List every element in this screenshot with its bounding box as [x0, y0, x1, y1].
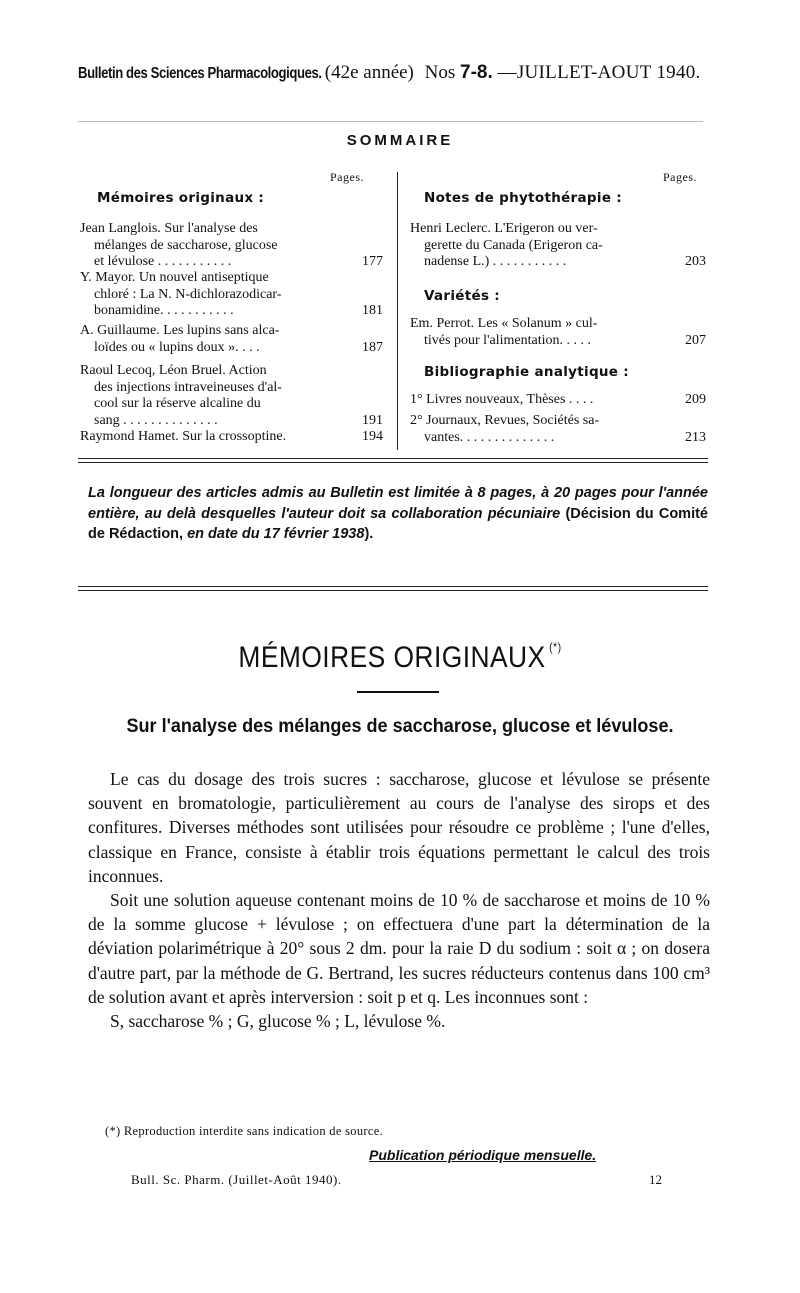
toc-entry-line: Henri Leclerc. L'Erigeron ou ver- [410, 221, 598, 236]
toc-entry [410, 392, 706, 409]
toc-entry-line: 2° Journaux, Revues, Sociétés sa- [410, 413, 600, 428]
article-body [88, 767, 710, 1033]
toc-entry [80, 363, 383, 429]
toc-entry-line: cool sur la réserve alcaline du [94, 396, 261, 411]
page-title-text: MÉMOIRES ORIGINAUX [238, 641, 546, 674]
issue-number: 7-8. [460, 62, 493, 83]
toc-entry-line: et lévulose . . . . . . . . . . . [94, 254, 232, 269]
toc-page: 191 [362, 412, 383, 428]
toc-entry-line: vantes. . . . . . . . . . . . . . [424, 429, 555, 445]
article-title: Sur l'analyse des mélanges de saccharose, glucose et lévulose. [126, 716, 674, 737]
toc-entry-line: nadense L.) . . . . . . . . . . . [424, 254, 567, 269]
toc-page: 209 [685, 392, 706, 407]
toc-page: 181 [362, 303, 383, 318]
journal-year: (42e année) [324, 62, 414, 83]
footnote-mark: (*) [549, 640, 562, 654]
publication-note: Publication périodique mensuelle. [369, 1147, 597, 1163]
toc-entry-line: 1° Livres nouveaux, Thèses . . . . [410, 392, 594, 407]
body-paragraph: Soit une solution aqueuse contenant moins de 10 % de saccharose et moins de 10 % de la somme glucose + lévulose ; on effectuera d'une part la détermination de la déviation polarimétrique à 20° sous 2 dm. pour la raie D du sodium : soit α ; on dosera d'autre part, par la méthode de G. Bertrand, les sucres réducteurs contenus dans 100 cm³ de solution avant et après interversion : soit p et q. Les inconnues sont : [88, 890, 710, 1007]
toc-entry-line: loïdes ou « lupins doux ». . . . [94, 339, 260, 355]
toc-entry [80, 323, 383, 356]
toc-entry [410, 221, 706, 271]
page-number: 12 [649, 1172, 662, 1187]
toc-page: 194 [362, 429, 383, 444]
notice-decision: (Décision du Comité de Rédaction, [88, 505, 709, 542]
toc-entry-line: tivés pour l'alimentation. . . . . [424, 332, 591, 348]
footnote: (*) Reproduction interdite sans indication de source. [105, 1124, 383, 1138]
toc-entry-line: sang . . . . . . . . . . . . . . [94, 412, 218, 428]
issue-prefix: Nos [424, 62, 456, 83]
toc-page: 213 [685, 429, 706, 445]
section-bibliographie: Bibliographie analytique : [424, 364, 629, 380]
header-rule [78, 121, 703, 122]
notice-date: en date du 17 février 1938 [187, 526, 365, 542]
toc-entry-line: bonamidine. . . . . . . . . . . [94, 303, 234, 318]
toc-entry [80, 221, 383, 271]
toc-entry [80, 429, 383, 446]
column-divider [397, 172, 398, 450]
body-paragraph: Le cas du dosage des trois sucres : saccharose, glucose et lévulose se présente souvent en bromatologie, particulièrement au cours de l'analyse des sirops et des confitures. Diverses méthodes sont utilisées pour résoudre ce problème ; l'une d'elles, classique en France, consiste à établir trois équations permettant le calcul des trois inconnues. [88, 769, 710, 886]
issue-date: —JUILLET-AOUT 1940. [497, 62, 701, 83]
double-rule [78, 586, 708, 591]
length-notice [88, 483, 708, 545]
running-header [78, 62, 718, 84]
footer-citation: Bull. Sc. Pharm. (Juillet-Août 1940). [131, 1172, 342, 1187]
toc-page: 203 [685, 254, 706, 269]
journal-name: Bulletin des Sciences Pharmacologiques. [78, 65, 322, 82]
pages-label-left: Pages. [330, 170, 364, 184]
section-phytotherapie: Notes de phytothérapie : [424, 190, 622, 206]
toc-entry-line: des injections intraveineuses d'al- [94, 379, 282, 395]
toc-page: 187 [362, 339, 383, 355]
toc-page: 207 [685, 332, 706, 348]
notice-text: La longueur des articles admis au Bulletin est limitée à 8 pages, à 20 pages pour l'année entière, au delà desquelles l'auteur doit sa collaboration pécuniaire [88, 485, 708, 522]
page-title [48, 640, 752, 675]
toc-entry-line: Jean Langlois. Sur l'analyse des [80, 221, 258, 236]
toc-entry-line: Em. Perrot. Les « Solanum » cul- [410, 316, 598, 331]
body-paragraph: S, saccharose % ; G, glucose % ; L, lévulose %. [110, 1011, 446, 1032]
toc-entry-line: Raoul Lecoq, Léon Bruel. Action [80, 363, 267, 378]
section-varietes: Variétés : [424, 288, 501, 304]
toc-entry-line: Y. Mayor. Un nouvel antiseptique [80, 270, 269, 285]
toc-entry-line: Raymond Hamet. Sur la crossoptine. [80, 429, 287, 444]
toc-entry-line: mélanges de saccharose, glucose [94, 237, 278, 253]
toc-entry-line: gerette du Canada (Erigeron ca- [424, 237, 603, 253]
title-rule [357, 691, 439, 693]
toc-entry [80, 270, 383, 320]
toc-entry-line: A. Guillaume. Les lupins sans alca- [80, 323, 280, 338]
notice-end: ). [364, 526, 374, 542]
toc-entry [410, 413, 706, 446]
double-rule [78, 458, 708, 463]
toc-entry-line: chloré : La N. N-dichlorazodicar- [94, 286, 282, 302]
sommaire-title: SOMMAIRE [346, 132, 454, 149]
toc-entry [410, 316, 706, 349]
pages-label-right: Pages. [663, 170, 697, 184]
section-memoires: Mémoires originaux : [97, 190, 265, 206]
toc-page: 177 [362, 254, 383, 269]
